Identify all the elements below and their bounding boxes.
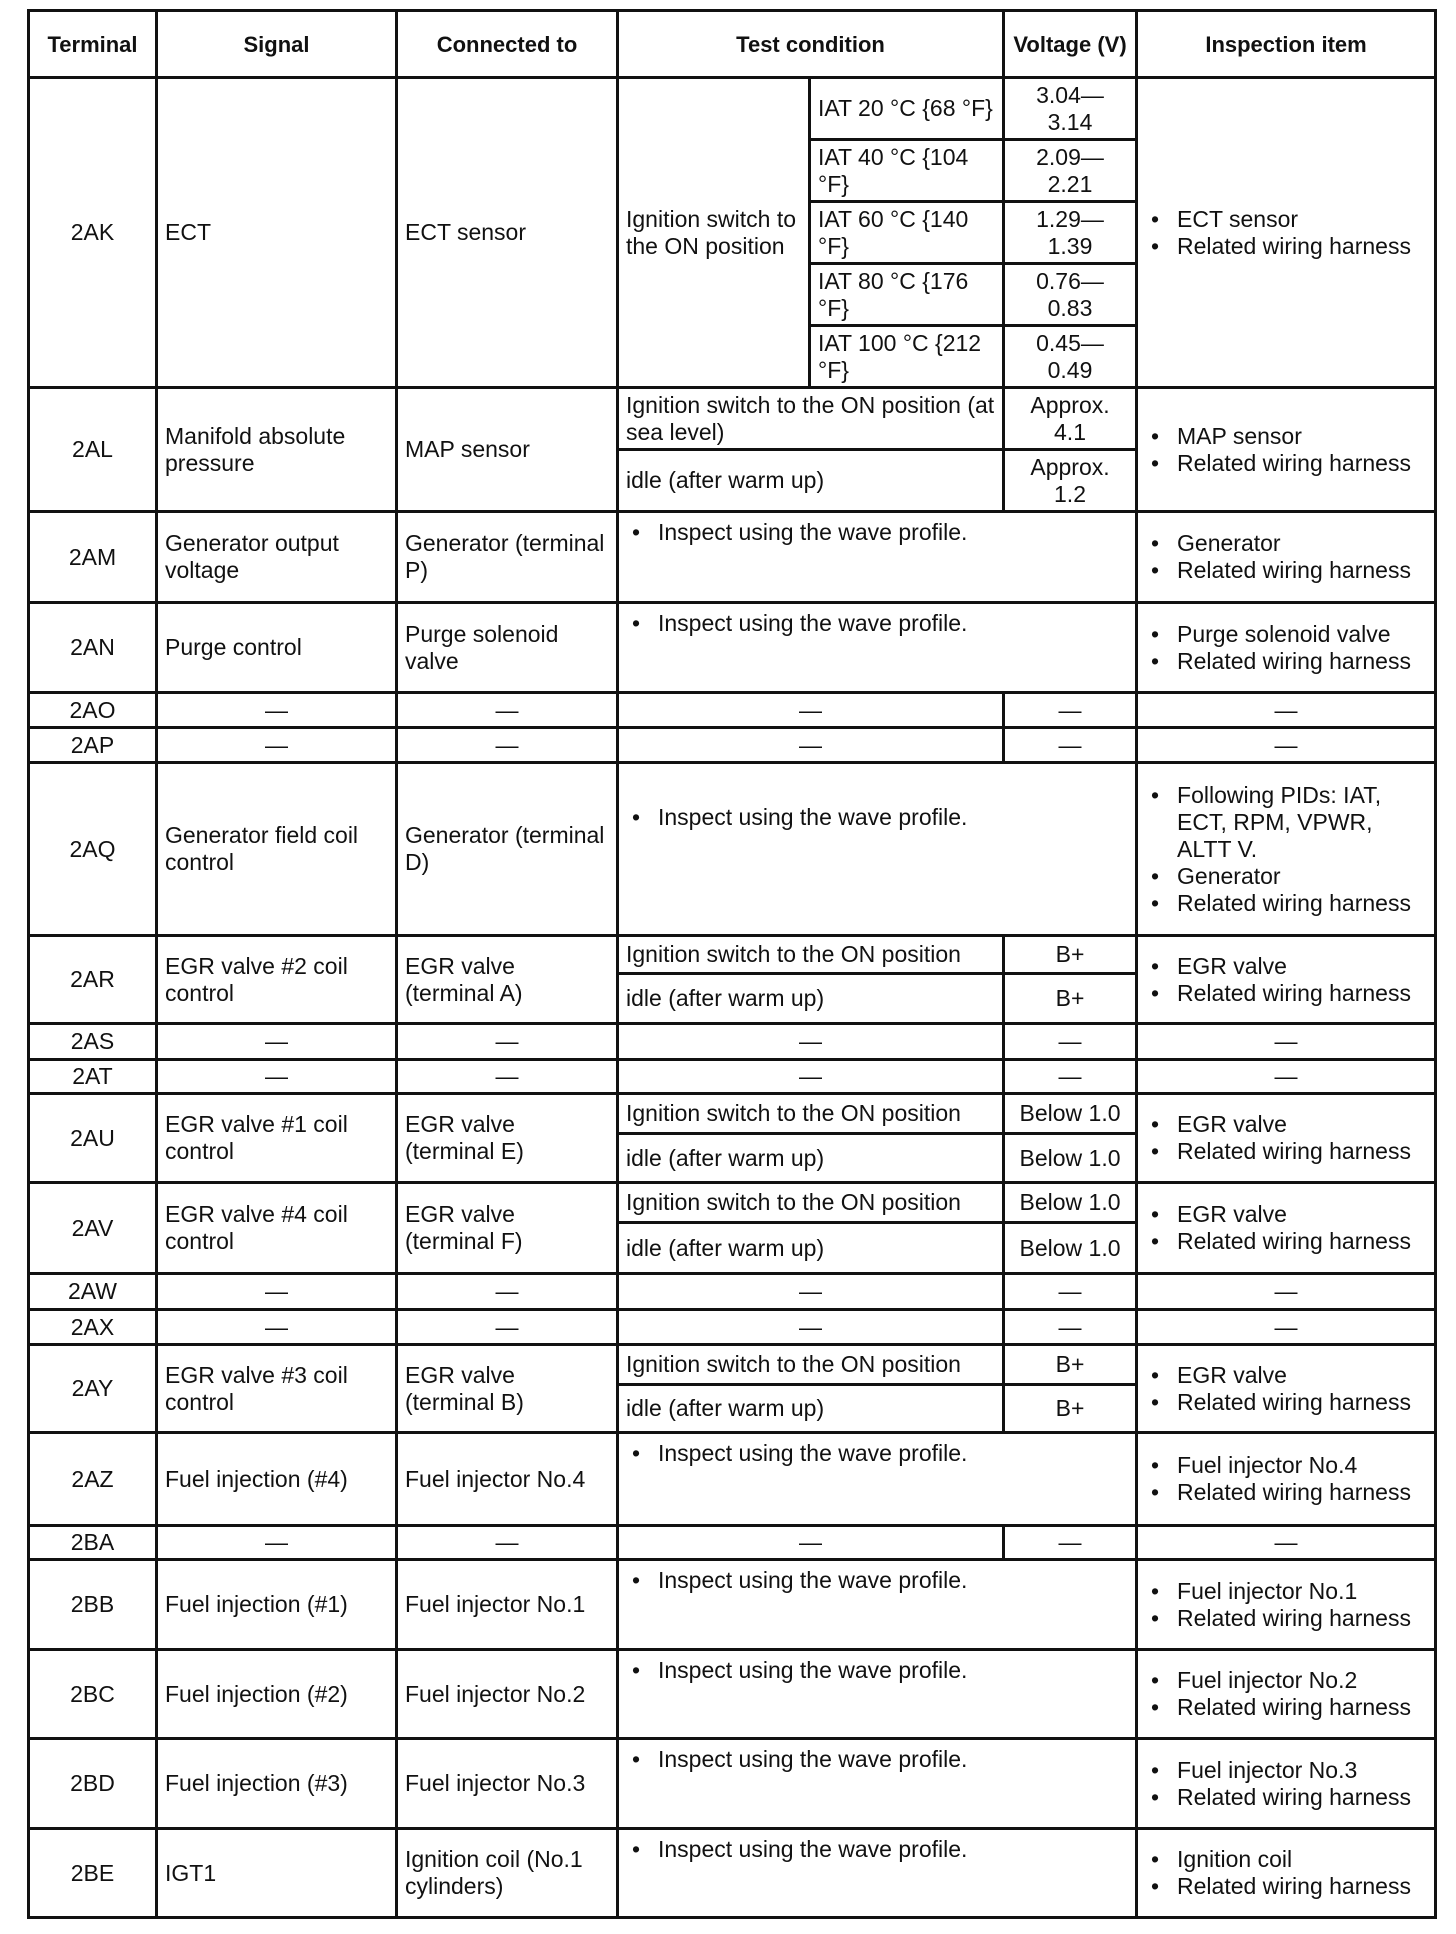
- voltage-cell: —: [1004, 1274, 1137, 1310]
- signal-cell: Generator output voltage: [157, 512, 397, 603]
- terminal-cell: 2AZ: [29, 1433, 157, 1526]
- test-condition-cell: —: [618, 1024, 1004, 1060]
- test-condition-cell: Ignition switch to the ON position: [618, 78, 810, 388]
- connected-to-cell: Purge solenoid valve: [397, 603, 618, 693]
- test-condition-cell: idle (after warm up): [618, 1385, 1004, 1433]
- test-condition-cell: Ignition switch to the ON position: [618, 1094, 1004, 1134]
- signal-cell: EGR valve #4 coil control: [157, 1183, 397, 1274]
- signal-cell: EGR valve #2 coil control: [157, 936, 397, 1024]
- test-condition-cell: —: [618, 1526, 1004, 1560]
- inspection-item: • Purge solenoid valve: [1145, 621, 1427, 648]
- table-row: [29, 1094, 1436, 1134]
- test-condition-cell: [618, 763, 1137, 936]
- header-terminal: Terminal: [29, 11, 157, 78]
- connected-to-cell: EGR valve (terminal F): [397, 1183, 618, 1274]
- connected-to-cell: Fuel injector No.1: [397, 1560, 618, 1650]
- inspection-item: • EGR valve: [1145, 1201, 1427, 1228]
- voltage-cell: Below 1.0: [1004, 1223, 1137, 1274]
- table-row: [29, 512, 1436, 603]
- voltage-cell: B+: [1004, 936, 1137, 974]
- terminal-cell: 2AO: [29, 693, 157, 728]
- wave-profile-note: • Inspect using the wave profile.: [626, 1836, 1128, 1863]
- terminal-cell: 2AK: [29, 78, 157, 388]
- table-row: [29, 388, 1436, 450]
- header-connected-to: Connected to: [397, 11, 618, 78]
- connected-to-cell: —: [397, 1526, 618, 1560]
- table-row: [29, 1060, 1436, 1094]
- voltage-cell: Below 1.0: [1004, 1134, 1137, 1183]
- table-row: [29, 1345, 1436, 1385]
- signal-cell: Manifold absolute pressure: [157, 388, 397, 512]
- inspection-cell: [1137, 512, 1436, 603]
- signal-cell: EGR valve #1 coil control: [157, 1094, 397, 1183]
- table-row: [29, 1274, 1436, 1310]
- test-condition-cell: idle (after warm up): [618, 1223, 1004, 1274]
- signal-cell: Fuel injection (#1): [157, 1560, 397, 1650]
- connected-to-cell: —: [397, 1274, 618, 1310]
- connected-to-cell: Fuel injector No.2: [397, 1650, 618, 1739]
- inspection-item: • MAP sensor: [1145, 423, 1427, 450]
- connected-to-cell: MAP sensor: [397, 388, 618, 512]
- terminal-cell: 2BA: [29, 1526, 157, 1560]
- signal-cell: Generator field coil control: [157, 763, 397, 936]
- signal-cell: —: [157, 1310, 397, 1345]
- inspection-item: • Related wiring harness: [1145, 1873, 1427, 1900]
- inspection-item: • Related wiring harness: [1145, 557, 1427, 584]
- terminal-cell: 2AU: [29, 1094, 157, 1183]
- voltage-cell: B+: [1004, 1345, 1137, 1385]
- inspection-cell: —: [1137, 1060, 1436, 1094]
- terminal-cell: 2AQ: [29, 763, 157, 936]
- inspection-item: • EGR valve: [1145, 953, 1427, 980]
- wave-profile-note: • Inspect using the wave profile.: [626, 804, 1128, 831]
- voltage-cell: 0.76— 0.83: [1004, 264, 1137, 326]
- inspection-item: • Fuel injector No.3: [1145, 1757, 1427, 1784]
- test-condition-cell: idle (after warm up): [618, 974, 1004, 1024]
- signal-cell: —: [157, 1274, 397, 1310]
- terminal-cell: 2AT: [29, 1060, 157, 1094]
- table-row: [29, 763, 1436, 936]
- inspection-cell: [1137, 1345, 1436, 1433]
- terminal-cell: 2BD: [29, 1739, 157, 1829]
- voltage-cell: Below 1.0: [1004, 1183, 1137, 1223]
- voltage-cell: —: [1004, 693, 1137, 728]
- test-condition-cell: idle (after warm up): [618, 1134, 1004, 1183]
- table-row: [29, 1739, 1436, 1829]
- table-row: [29, 728, 1436, 763]
- terminal-cell: 2BE: [29, 1829, 157, 1918]
- terminal-cell: 2AL: [29, 388, 157, 512]
- voltage-cell: B+: [1004, 974, 1137, 1024]
- inspection-item: • Related wiring harness: [1145, 890, 1427, 917]
- voltage-cell: —: [1004, 1526, 1137, 1560]
- inspection-item: • Related wiring harness: [1145, 1228, 1427, 1255]
- wave-profile-note: • Inspect using the wave profile.: [626, 1567, 1128, 1594]
- voltage-cell: —: [1004, 1024, 1137, 1060]
- connected-to-cell: —: [397, 1310, 618, 1345]
- inspection-item: • Fuel injector No.1: [1145, 1578, 1427, 1605]
- wave-profile-note: • Inspect using the wave profile.: [626, 610, 1128, 637]
- inspection-item: • Related wiring harness: [1145, 1479, 1427, 1506]
- header-signal: Signal: [157, 11, 397, 78]
- terminal-cell: 2AR: [29, 936, 157, 1024]
- connected-to-cell: —: [397, 1024, 618, 1060]
- inspection-item: • EGR valve: [1145, 1362, 1427, 1389]
- terminal-cell: 2AP: [29, 728, 157, 763]
- table-row: [29, 1526, 1436, 1560]
- connected-to-cell: Fuel injector No.4: [397, 1433, 618, 1526]
- inspection-item: • Following PIDs: IAT, ECT, RPM, VPWR, ALTT V.: [1145, 782, 1427, 863]
- inspection-cell: —: [1137, 1526, 1436, 1560]
- voltage-cell: —: [1004, 728, 1137, 763]
- test-condition-cell: Ignition switch to the ON position (at sea level): [618, 388, 1004, 450]
- voltage-cell: B+: [1004, 1385, 1137, 1433]
- voltage-cell: —: [1004, 1060, 1137, 1094]
- voltage-cell: Below 1.0: [1004, 1094, 1137, 1134]
- inspection-item: • Related wiring harness: [1145, 1605, 1427, 1632]
- signal-cell: Fuel injection (#3): [157, 1739, 397, 1829]
- table-row: [29, 693, 1436, 728]
- table-row: [29, 1433, 1436, 1526]
- test-condition-cell: [618, 1650, 1137, 1739]
- inspection-cell: [1137, 1433, 1436, 1526]
- test-condition-cell: [618, 1739, 1137, 1829]
- connected-to-cell: EGR valve (terminal E): [397, 1094, 618, 1183]
- signal-cell: EGR valve #3 coil control: [157, 1345, 397, 1433]
- terminal-cell: 2AN: [29, 603, 157, 693]
- table-row: [29, 1829, 1436, 1918]
- terminal-cell: 2AY: [29, 1345, 157, 1433]
- connected-to-cell: Fuel injector No.3: [397, 1739, 618, 1829]
- sub-condition-cell: IAT 80 °C {176 °F}: [810, 264, 1004, 326]
- connected-to-cell: —: [397, 728, 618, 763]
- table-row: [29, 1650, 1436, 1739]
- terminal-cell: 2BC: [29, 1650, 157, 1739]
- connected-to-cell: —: [397, 1060, 618, 1094]
- table-row: [29, 603, 1436, 693]
- signal-cell: Fuel injection (#4): [157, 1433, 397, 1526]
- table-row: [29, 1024, 1436, 1060]
- connected-to-cell: Ignition coil (No.1 cylinders): [397, 1829, 618, 1918]
- sub-condition-cell: IAT 40 °C {104 °F}: [810, 140, 1004, 202]
- sub-condition-cell: IAT 100 °C {212 °F}: [810, 326, 1004, 388]
- inspection-item: • Related wiring harness: [1145, 648, 1427, 675]
- signal-cell: IGT1: [157, 1829, 397, 1918]
- voltage-cell: 0.45— 0.49: [1004, 326, 1137, 388]
- test-condition-cell: [618, 1433, 1137, 1526]
- table-row: [29, 1560, 1436, 1650]
- header-inspection-item: Inspection item: [1137, 11, 1436, 78]
- inspection-cell: —: [1137, 1274, 1436, 1310]
- connected-to-cell: Generator (terminal P): [397, 512, 618, 603]
- header-row: [29, 11, 1436, 78]
- inspection-item: • Related wiring harness: [1145, 980, 1427, 1007]
- inspection-item: • Ignition coil: [1145, 1846, 1427, 1873]
- terminal-cell: 2BB: [29, 1560, 157, 1650]
- test-condition-cell: [618, 1560, 1137, 1650]
- voltage-cell: 3.04— 3.14: [1004, 78, 1137, 140]
- inspection-cell: [1137, 603, 1436, 693]
- signal-cell: —: [157, 728, 397, 763]
- voltage-cell: —: [1004, 1310, 1137, 1345]
- test-condition-cell: Ignition switch to the ON position: [618, 1183, 1004, 1223]
- signal-cell: —: [157, 1060, 397, 1094]
- header-test-condition: Test condition: [618, 11, 1004, 78]
- inspection-cell: [1137, 1829, 1436, 1918]
- inspection-item: • ECT sensor: [1145, 206, 1427, 233]
- terminal-cell: 2AS: [29, 1024, 157, 1060]
- test-condition-cell: [618, 512, 1137, 603]
- inspection-cell: —: [1137, 728, 1436, 763]
- terminal-inspection-table: [27, 9, 1437, 1919]
- test-condition-cell: —: [618, 1310, 1004, 1345]
- terminal-cell: 2AX: [29, 1310, 157, 1345]
- inspection-item: • Fuel injector No.4: [1145, 1452, 1427, 1479]
- inspection-item: • EGR valve: [1145, 1111, 1427, 1138]
- inspection-cell: [1137, 1183, 1436, 1274]
- wave-profile-note: • Inspect using the wave profile.: [626, 1657, 1128, 1684]
- signal-cell: —: [157, 1526, 397, 1560]
- sub-condition-cell: IAT 60 °C {140 °F}: [810, 202, 1004, 264]
- inspection-cell: [1137, 763, 1436, 936]
- voltage-cell: 2.09— 2.21: [1004, 140, 1137, 202]
- test-condition-cell: —: [618, 728, 1004, 763]
- inspection-cell: [1137, 388, 1436, 512]
- inspection-item: • Related wiring harness: [1145, 1389, 1427, 1416]
- inspection-item: • Fuel injector No.2: [1145, 1667, 1427, 1694]
- connected-to-cell: EGR valve (terminal B): [397, 1345, 618, 1433]
- terminal-cell: 2AV: [29, 1183, 157, 1274]
- test-condition-cell: —: [618, 693, 1004, 728]
- voltage-cell: Approx. 4.1: [1004, 388, 1137, 450]
- table-row: [29, 78, 1436, 140]
- connected-to-cell: Generator (terminal D): [397, 763, 618, 936]
- inspection-item: • Generator: [1145, 863, 1427, 890]
- table-row: [29, 1310, 1436, 1345]
- inspection-cell: —: [1137, 1024, 1436, 1060]
- table-row: [29, 1183, 1436, 1223]
- test-condition-cell: idle (after warm up): [618, 450, 1004, 512]
- inspection-item: • Generator: [1145, 530, 1427, 557]
- signal-cell: ECT: [157, 78, 397, 388]
- inspection-item: • Related wiring harness: [1145, 233, 1427, 260]
- inspection-cell: [1137, 1650, 1436, 1739]
- inspection-cell: [1137, 1094, 1436, 1183]
- wave-profile-note: • Inspect using the wave profile.: [626, 1746, 1128, 1773]
- signal-cell: Purge control: [157, 603, 397, 693]
- table-row: [29, 936, 1436, 974]
- signal-cell: —: [157, 693, 397, 728]
- header-voltage: Voltage (V): [1004, 11, 1137, 78]
- sub-condition-cell: IAT 20 °C {68 °F}: [810, 78, 1004, 140]
- test-condition-cell: —: [618, 1274, 1004, 1310]
- inspection-cell: [1137, 1560, 1436, 1650]
- voltage-cell: Approx. 1.2: [1004, 450, 1137, 512]
- terminal-cell: 2AW: [29, 1274, 157, 1310]
- test-condition-cell: —: [618, 1060, 1004, 1094]
- test-condition-cell: [618, 1829, 1137, 1918]
- inspection-item: • Related wiring harness: [1145, 1138, 1427, 1165]
- wave-profile-note: • Inspect using the wave profile.: [626, 1440, 1128, 1467]
- inspection-cell: [1137, 936, 1436, 1024]
- inspection-cell: —: [1137, 1310, 1436, 1345]
- connected-to-cell: EGR valve (terminal A): [397, 936, 618, 1024]
- test-condition-cell: [618, 603, 1137, 693]
- inspection-item: • Related wiring harness: [1145, 1784, 1427, 1811]
- inspection-cell: [1137, 1739, 1436, 1829]
- test-condition-cell: Ignition switch to the ON position: [618, 1345, 1004, 1385]
- connected-to-cell: —: [397, 693, 618, 728]
- terminal-cell: 2AM: [29, 512, 157, 603]
- wave-profile-note: • Inspect using the wave profile.: [626, 519, 1128, 546]
- test-condition-cell: Ignition switch to the ON position: [618, 936, 1004, 974]
- signal-cell: —: [157, 1024, 397, 1060]
- inspection-cell: —: [1137, 693, 1436, 728]
- inspection-item: • Related wiring harness: [1145, 450, 1427, 477]
- signal-cell: Fuel injection (#2): [157, 1650, 397, 1739]
- voltage-cell: 1.29— 1.39: [1004, 202, 1137, 264]
- inspection-cell: [1137, 78, 1436, 388]
- connected-to-cell: ECT sensor: [397, 78, 618, 388]
- inspection-item: • Related wiring harness: [1145, 1694, 1427, 1721]
